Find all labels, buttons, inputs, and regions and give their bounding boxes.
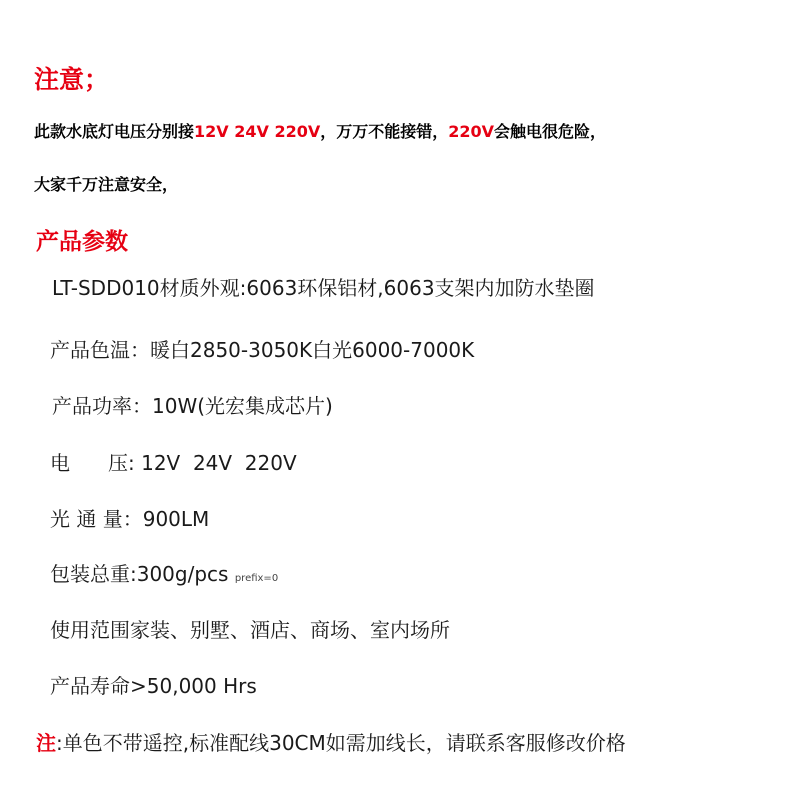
param-voltage-label-a: 电 [50,451,70,475]
param-material: LT-SDD010材质外观:6063环保铝材,6063支架内加防水垫圈 [52,276,595,300]
warning-line-1 [34,119,606,142]
param-voltage [50,447,297,476]
param-lifespan: 产品寿命>50,000 Hrs [50,674,257,698]
param-flux: 光 通 量：900LM [50,507,210,531]
footer-mark: 注 [36,731,56,755]
warning-danger-voltage: 220V [448,122,495,141]
warning-line-1-mid: ，万万不能接错， [320,122,449,141]
footer-text: :单色不带遥控,标准配线30CM如需加线长，请联系客服修改价格 [56,731,626,755]
param-weight-value: 包装总重:300g/pcs [50,562,229,586]
warning-title: 注意； [34,65,110,94]
param-color-temp: 产品色温：暖白2850-3050K白光6000-7000K [50,338,475,362]
param-voltage-value: : 12V 24V 220V [128,451,297,475]
warning-line-1-pre: 此款水底灯电压分别接 [34,122,195,141]
params-title: 产品参数 [36,229,128,255]
footer-note [36,727,626,756]
warning-line-2: 大家千万注意安全， [34,175,179,194]
warning-line-1-post: 会触电很危险， [494,122,607,141]
param-voltage-label-b: 压 [108,451,128,475]
param-weight-note: prefix=0 [234,573,279,584]
param-power: 产品功率：10W(光宏集成芯片) [52,394,333,418]
warning-voltages: 12V 24V 220V [194,122,321,141]
param-usage: 使用范围家装、别墅、酒店、商场、室内场所 [50,618,450,642]
param-weight [50,558,278,587]
